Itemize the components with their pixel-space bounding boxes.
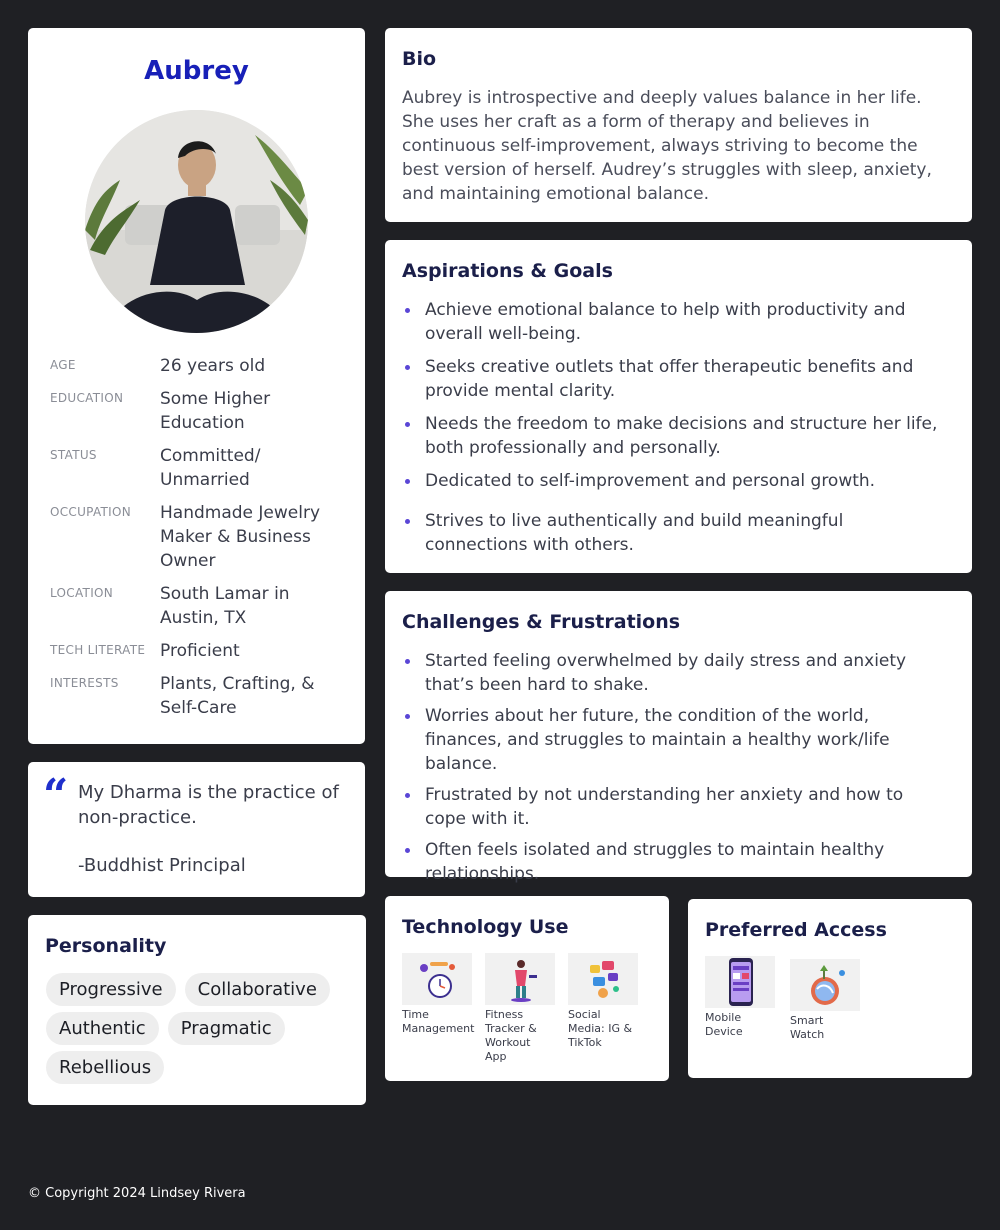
trait-chip: Progressive — [46, 973, 176, 1006]
personality-traits — [46, 973, 356, 1090]
bullet-icon — [405, 848, 410, 853]
trait-chip: Pragmatic — [168, 1012, 285, 1045]
goals-card — [385, 240, 972, 573]
social-media-icon — [568, 953, 638, 1005]
trait-chip: Collaborative — [185, 973, 330, 1006]
bullet-icon — [405, 365, 410, 370]
bullet-icon — [405, 479, 410, 484]
bio-text: Aubrey is introspective and deeply values balance in her life. She uses her craft as a form of therapy and believes in continuous self-improvement, always striving to become the best version of herself. Audrey’s struggles with sleep, anxiety, and maintaining emotional balance. — [402, 88, 932, 204]
bullet-icon — [405, 659, 410, 664]
time-management-icon — [402, 953, 472, 1005]
smart-watch-icon — [790, 959, 860, 1011]
fact-label: EDUCATION — [50, 391, 124, 405]
fact-education — [50, 387, 350, 435]
goal-text: Dedicated to self-improvement and personal growth. — [425, 471, 876, 491]
goals-title: Aspirations & Goals — [402, 260, 613, 282]
access-item-label: Mobile Device — [705, 1011, 743, 1038]
fact-value: Proficient — [160, 641, 240, 661]
copyright-footer: © Copyright 2024 Lindsey Rivera — [28, 1186, 246, 1201]
list-item — [402, 704, 947, 776]
tech-item-fitness-tracker — [485, 953, 555, 1064]
persona-name: Aubrey — [144, 56, 249, 86]
bullet-icon — [405, 308, 410, 313]
access-item-smart-watch — [790, 959, 860, 1042]
fact-tech-literate — [50, 639, 350, 663]
profile-card — [28, 28, 365, 744]
fact-interests — [50, 672, 350, 720]
fact-value: 26 years old — [160, 356, 266, 376]
challenge-text: Worries about her future, the condition of the world, finances, and struggles to maintain a healthy work/life balance. — [425, 706, 890, 774]
goal-text: Seeks creative outlets that offer therapeutic benefits and provide mental clarity. — [425, 357, 914, 401]
list-item — [402, 355, 947, 403]
list-item — [402, 298, 947, 346]
bullet-icon — [405, 793, 410, 798]
fact-value: Handmade Jewelry Maker & Business Owner — [160, 503, 321, 571]
tech-item-label: Fitness Tracker & Workout App — [485, 1008, 537, 1063]
list-item — [402, 412, 947, 460]
fact-label: OCCUPATION — [50, 505, 132, 519]
goals-list — [402, 298, 947, 566]
tech-item-label: Social Media: IG & TikTok — [568, 1008, 633, 1049]
fact-label: LOCATION — [50, 586, 114, 600]
fact-value: South Lamar in Austin, TX — [160, 584, 290, 628]
fact-value: Some Higher Education — [160, 389, 271, 433]
quote-text: My Dharma is the practice of non-practice. — [78, 782, 339, 828]
fact-label: STATUS — [50, 448, 97, 462]
trait-chip: Rebellious — [46, 1051, 164, 1084]
technology-title: Technology Use — [402, 916, 569, 938]
goal-text: Needs the freedom to make decisions and structure her life, both professionally and personally. — [425, 414, 938, 458]
goal-text: Strives to live authentically and build meaningful connections with others. — [425, 511, 844, 555]
fact-label: TECH LITERATE — [50, 643, 146, 657]
challenge-text: Frustrated by not understanding her anxiety and how to cope with it. — [425, 785, 904, 829]
mobile-device-icon — [705, 956, 775, 1008]
bio-card — [385, 28, 972, 222]
fact-location — [50, 582, 350, 630]
list-item — [402, 469, 947, 493]
fact-label: INTERESTS — [50, 676, 119, 690]
fact-status — [50, 444, 350, 492]
access-item-mobile-device — [705, 956, 775, 1039]
personality-title: Personality — [45, 935, 167, 957]
challenge-text: Started feeling overwhelmed by daily stress and anxiety that’s been hard to shake. — [425, 651, 907, 695]
access-title: Preferred Access — [705, 919, 887, 941]
fact-age — [50, 354, 350, 378]
list-item — [402, 783, 947, 831]
fitness-tracker-icon — [485, 953, 555, 1005]
technology-use-card — [385, 896, 669, 1081]
fact-label: AGE — [50, 358, 76, 372]
tech-item-label: Time Management — [402, 1008, 475, 1035]
avatar — [85, 110, 308, 333]
fact-occupation — [50, 501, 350, 573]
preferred-access-card — [688, 899, 972, 1078]
list-item — [402, 838, 947, 886]
goal-text: Achieve emotional balance to help with productivity and overall well-being. — [425, 300, 906, 344]
challenges-list — [402, 649, 947, 893]
challenges-title: Challenges & Frustrations — [402, 611, 681, 633]
quote-card — [28, 762, 365, 897]
challenge-text: Often feels isolated and struggles to maintain healthy relationships. — [425, 840, 885, 884]
bullet-icon — [405, 519, 410, 524]
profile-facts — [50, 354, 350, 729]
access-item-label: Smart Watch — [790, 1014, 825, 1041]
trait-chip: Authentic — [46, 1012, 159, 1045]
bullet-icon — [405, 714, 410, 719]
quote-author: -Buddhist Principal — [78, 855, 246, 876]
challenges-card — [385, 591, 972, 884]
fact-value: Committed/ Unmarried — [160, 446, 261, 490]
bio-title: Bio — [402, 48, 437, 70]
quote-mark-icon: “ — [43, 770, 69, 821]
tech-item-time-management — [402, 953, 475, 1036]
list-item — [402, 649, 947, 697]
list-item — [402, 509, 947, 557]
fact-value: Plants, Crafting, & Self-Care — [160, 674, 315, 718]
bullet-icon — [405, 422, 410, 427]
tech-item-social-media — [568, 953, 638, 1050]
personality-card — [28, 915, 366, 1105]
